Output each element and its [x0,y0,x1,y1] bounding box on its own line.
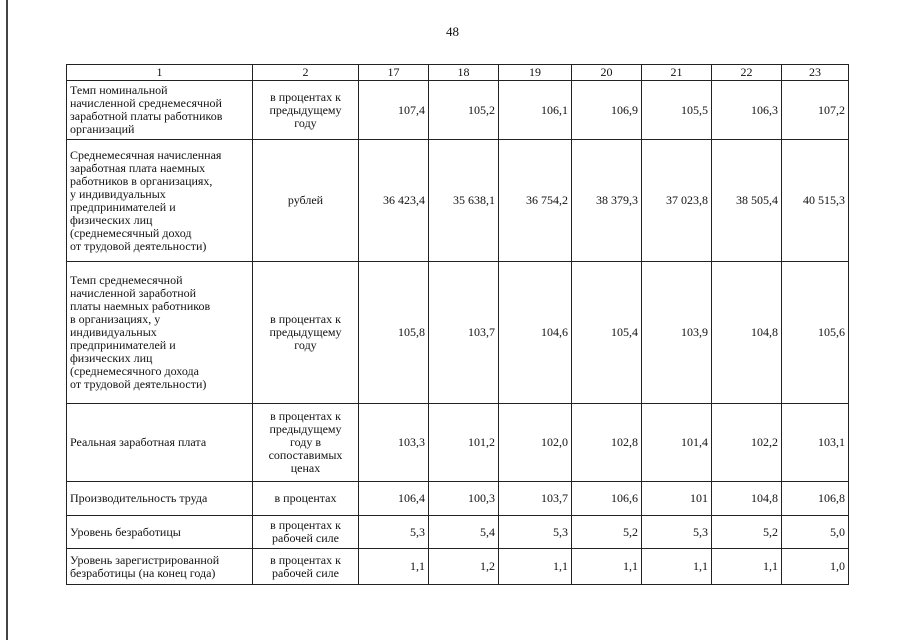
value-cell: 1,0 [782,549,849,585]
unit-line: в процентах к [270,89,341,104]
value-cell: 38 505,4 [712,140,782,262]
indicator-line: Темп среднемесячной [70,273,183,287]
value-cell: 101 [642,482,712,516]
unit-cell [253,516,359,549]
column-header: 19 [499,65,572,81]
unit-cell [253,262,359,404]
unit-line: рабочей силе [272,565,339,580]
table-row [67,140,849,262]
indicator-line: предпринимателей и [70,199,176,214]
indicator-cell [67,482,253,516]
unit-line: предыдущему [269,422,342,436]
value-cell: 106,1 [499,81,572,140]
unit-line: году [294,338,317,352]
indicator-line: физических лиц [70,212,153,227]
value-cell: 103,9 [642,262,712,404]
unit-line: предыдущему [269,102,342,117]
column-header: 21 [642,65,712,81]
indicator-line: платы наемных работников [70,299,211,313]
column-header: 2 [253,65,359,81]
value-cell: 102,2 [712,404,782,482]
value-cell: 102,8 [572,404,642,482]
indicator-line: заработная плата наемных [70,160,206,175]
unit-line: в процентах к [270,552,341,567]
value-cell: 105,5 [642,81,712,140]
table-row [67,81,849,140]
indicator-line: от трудовой деятельности) [70,377,207,391]
table-row [67,262,849,404]
indicator-line: заработной платы работников [70,109,223,123]
indicator-line: начисленной среднемесячной [70,96,222,110]
value-cell: 1,1 [499,549,572,585]
indicator-line: у индивидуальных [70,186,166,201]
value-cell: 106,8 [782,482,849,516]
indicator-line: безработицы (на конец года) [70,565,216,580]
indicator-cell [67,140,253,262]
unit-line: году в [289,435,322,449]
value-cell: 106,4 [359,482,429,516]
indicator-cell [67,262,253,404]
value-cell: 38 379,3 [572,140,642,262]
indicator-line: индивидуальных [70,325,157,339]
value-cell: 37 023,8 [642,140,712,262]
indicator-line: Темп номинальной [70,83,168,97]
column-header: 1 [67,65,253,81]
value-cell: 5,3 [499,516,572,549]
unit-line: году [294,115,317,130]
unit-cell [253,140,359,262]
value-cell: 104,6 [499,262,572,404]
indicator-cell [67,549,253,585]
value-cell: 106,9 [572,81,642,140]
unit-cell [253,404,359,482]
value-cell: 102,0 [499,404,572,482]
value-cell: 103,7 [499,482,572,516]
indicator-line: (среднемесячного дохода [70,364,199,378]
unit-line: сопоставимых [268,448,343,462]
table-row [67,404,849,482]
value-cell: 103,7 [429,262,499,404]
value-cell: 106,6 [572,482,642,516]
unit-line: рабочей силе [272,531,339,545]
header-row [67,65,849,81]
value-cell: 105,4 [572,262,642,404]
value-cell: 5,2 [712,516,782,549]
indicator-line: работников в организациях, [70,173,213,188]
table-row [67,549,849,585]
indicator-line: (среднемесячный доход [70,225,192,240]
unit-line: в процентах к [270,409,341,423]
value-cell: 104,8 [712,482,782,516]
value-cell: 105,6 [782,262,849,404]
value-cell: 107,2 [782,81,849,140]
value-cell: 103,1 [782,404,849,482]
value-cell: 35 638,1 [429,140,499,262]
value-cell: 106,3 [712,81,782,140]
unit-line: в процентах [274,491,337,505]
indicator-line: Уровень безработицы [70,524,181,539]
indicator-line: Уровень зарегистрированной [70,552,220,567]
indicator-line: организаций [70,122,135,136]
page-number: 48 [446,24,459,39]
indicator-line: в организациях, у [70,312,161,326]
table-row [67,516,849,549]
indicator-cell [67,404,253,482]
value-cell: 1,1 [359,549,429,585]
value-cell: 36 423,4 [359,140,429,262]
value-cell: 1,2 [429,549,499,585]
page-edge-rule [6,0,8,640]
value-cell: 5,0 [782,516,849,549]
unit-cell [253,482,359,516]
value-cell: 1,1 [712,549,782,585]
value-cell: 101,2 [429,404,499,482]
indicator-line: Среднемесячная начисленная [70,147,222,162]
value-cell: 1,1 [642,549,712,585]
value-cell: 103,3 [359,404,429,482]
value-cell: 107,4 [359,81,429,140]
indicator-line: физических лиц [70,351,153,365]
value-cell: 40 515,3 [782,140,849,262]
value-cell: 5,4 [429,516,499,549]
value-cell: 100,3 [429,482,499,516]
column-header: 18 [429,65,499,81]
value-cell: 105,8 [359,262,429,404]
unit-line: рублей [287,193,324,207]
column-header: 17 [359,65,429,81]
unit-cell [253,81,359,140]
value-cell: 5,2 [572,516,642,549]
indicator-line: от трудовой деятельности) [70,238,207,253]
indicator-cell [67,81,253,140]
value-cell: 1,1 [572,549,642,585]
table-row [67,482,849,516]
unit-cell [253,549,359,585]
column-header: 23 [782,65,849,81]
value-cell: 5,3 [642,516,712,549]
indicator-line: Реальная заработная плата [70,435,207,449]
indicators-table [66,64,849,585]
unit-line: ценах [290,461,321,475]
indicator-line: предпринимателей и [70,338,176,352]
unit-line: предыдущему [269,325,342,339]
value-cell: 105,2 [429,81,499,140]
unit-line: в процентах к [270,518,341,532]
indicator-line: начисленной заработной [70,286,197,300]
value-cell: 101,4 [642,404,712,482]
value-cell: 36 754,2 [499,140,572,262]
value-cell: 104,8 [712,262,782,404]
column-header: 22 [712,65,782,81]
value-cell: 5,3 [359,516,429,549]
indicator-cell [67,516,253,549]
indicator-line: Производительность труда [70,491,208,505]
unit-line: в процентах к [270,312,341,326]
column-header: 20 [572,65,642,81]
